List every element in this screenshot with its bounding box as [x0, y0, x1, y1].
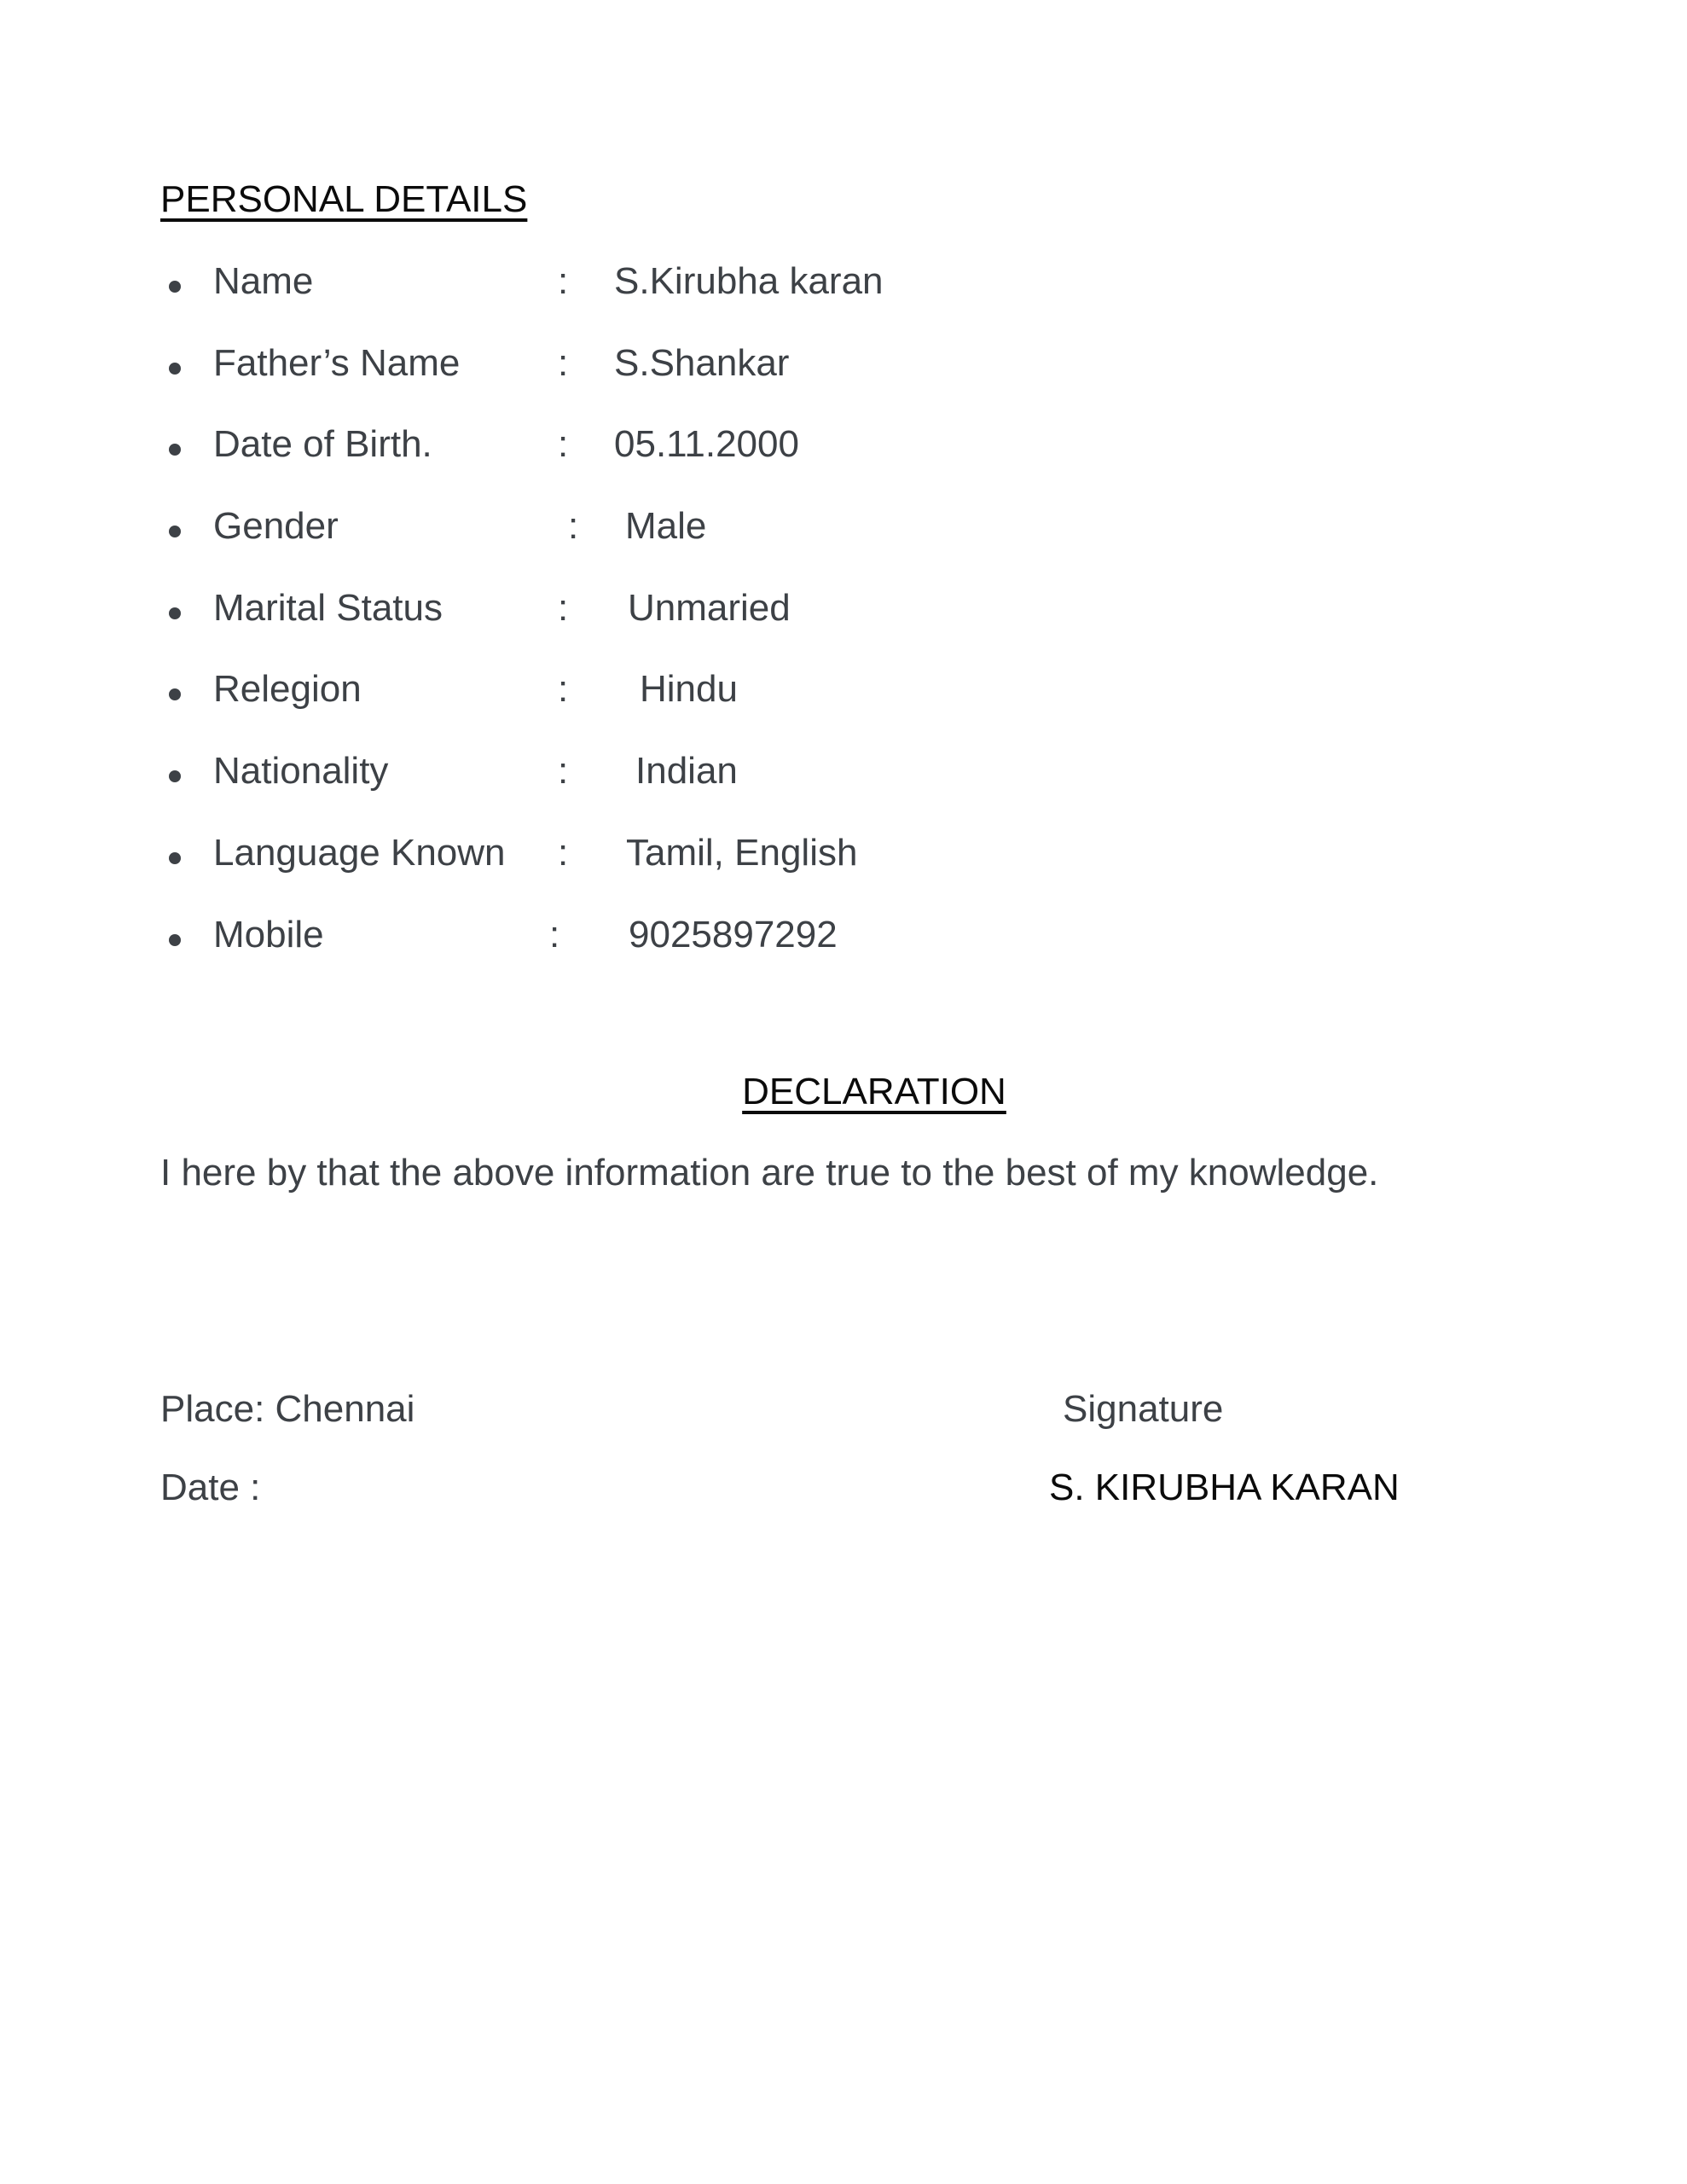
detail-value: Hindu — [640, 668, 738, 711]
detail-value: Indian — [635, 750, 738, 793]
detail-colon: : — [558, 668, 569, 711]
bullet-icon — [169, 688, 181, 700]
detail-colon: : — [558, 750, 569, 793]
personal-details-heading: PERSONAL DETAILS — [160, 178, 528, 220]
detail-colon: : — [558, 260, 569, 302]
detail-colon: : — [558, 586, 569, 629]
detail-label: Date of Birth. — [213, 423, 432, 466]
personal-details-list — [0, 260, 1687, 997]
detail-label: Mobile — [213, 913, 324, 956]
detail-row-date-of-birth — [0, 423, 1687, 508]
bullet-icon — [169, 444, 181, 456]
detail-label: Father’s Name — [213, 341, 461, 384]
detail-row-gender — [0, 505, 1687, 590]
bullet-icon — [169, 607, 181, 619]
detail-value: Unmaried — [628, 586, 791, 629]
signature-label: Signature — [1063, 1388, 1224, 1430]
bullet-icon — [169, 934, 181, 946]
bullet-icon — [169, 526, 181, 537]
detail-value: S.Shankar — [614, 341, 790, 384]
detail-row-nationality — [0, 752, 1687, 834]
detail-value: Male — [625, 505, 707, 548]
detail-label: Gender — [213, 505, 339, 548]
bullet-icon — [169, 281, 181, 293]
detail-value: 05.11.2000 — [614, 423, 799, 466]
declaration-text: I here by that the above information are true to the best of my knowledge. — [160, 1152, 1379, 1194]
footer-place-row — [0, 1388, 1687, 1442]
detail-row-religion — [0, 668, 1687, 752]
bullet-icon — [169, 770, 181, 782]
bullet-icon — [169, 363, 181, 375]
detail-row-fathers-name — [0, 341, 1687, 427]
detail-colon: : — [568, 505, 579, 548]
place-label: Place: Chennai — [160, 1388, 415, 1430]
detail-row-name — [0, 260, 1687, 345]
signature-name: S. KIRUBHA KARAN — [1049, 1467, 1400, 1508]
detail-colon: : — [558, 423, 569, 466]
detail-row-marital-status — [0, 586, 1687, 671]
bullet-icon — [169, 852, 181, 864]
detail-label: Nationality — [213, 750, 389, 793]
detail-colon: : — [549, 913, 560, 956]
detail-value: Tamil, English — [626, 831, 858, 874]
declaration-heading: DECLARATION — [742, 1071, 1006, 1112]
detail-label: Relegion — [213, 668, 362, 711]
detail-value: 9025897292 — [629, 913, 838, 956]
detail-label: Marital Status — [213, 586, 443, 629]
footer-date-row — [0, 1469, 1687, 1520]
detail-row-mobile — [0, 913, 1687, 998]
detail-label: Language Known — [213, 831, 506, 874]
date-label: Date : — [160, 1467, 261, 1508]
detail-row-language-known — [0, 831, 1687, 916]
detail-colon: : — [558, 341, 569, 384]
detail-colon: : — [558, 831, 569, 874]
detail-label: Name — [213, 260, 314, 302]
detail-value: S.Kirubha karan — [614, 260, 884, 302]
